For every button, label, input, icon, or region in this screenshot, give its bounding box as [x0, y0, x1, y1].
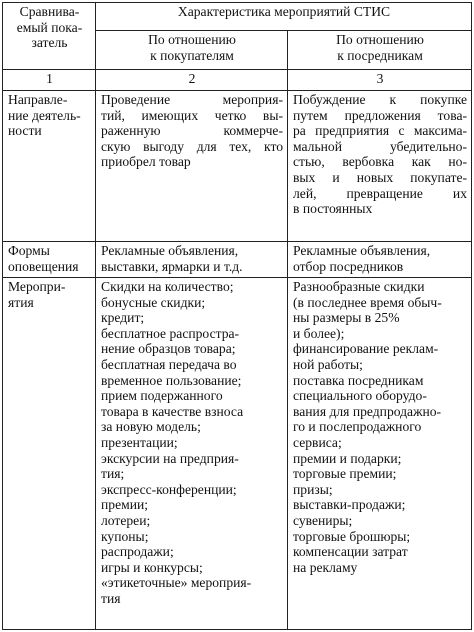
- stis-comparison-table: [2, 2, 472, 630]
- row-direction-dealers-line: ра предприятия с максима-: [293, 123, 468, 139]
- header-dealers-line: к посредникам: [337, 47, 423, 63]
- row-measures-dealers-line: поставка посредникам: [293, 372, 424, 388]
- row-direction-buyers-line: Проведение мероприя-: [101, 92, 283, 107]
- row-measures-buyers-line: распродажи;: [101, 544, 174, 560]
- row-measures-dealers-line: сервиса;: [293, 434, 342, 450]
- row-measures-dealers-line: сувениры;: [293, 512, 353, 528]
- row-forms-buyers-lines: [101, 243, 283, 274]
- row-measures-buyers-line: товара в качестве взноса: [101, 403, 244, 419]
- row-direction-buyers-line: приобрел товар: [101, 154, 191, 170]
- row-measures-dealers-line: го и послепродажного: [293, 419, 422, 435]
- row-measures-buyers-line: прием подержанного: [101, 388, 223, 404]
- column-number-3: 3: [288, 70, 472, 91]
- header-param-line: емый пока-: [16, 19, 83, 35]
- row-measures-buyers-line: экскурсии на предприя-: [101, 450, 239, 466]
- row-direction-buyers-lines: [101, 92, 283, 170]
- row-direction-dealers-line: путем предложения това-: [293, 107, 468, 123]
- row-measures-dealers-line: призы;: [293, 481, 333, 497]
- row-direction-label-line: ние деятель-: [8, 107, 81, 123]
- row-measures-dealers-line: ной работы;: [293, 356, 363, 372]
- row-direction-label-lines: [8, 92, 91, 139]
- row-direction-dealers-line: лей, превращение их: [293, 185, 468, 201]
- row-direction-buyers: [96, 91, 288, 242]
- row-measures-label-line: Меропри-: [8, 279, 66, 294]
- row-forms-dealers-line: отбор посредников: [293, 258, 404, 274]
- row-forms-label-lines: [8, 243, 91, 274]
- row-direction-dealers-line: в постоянных: [293, 201, 373, 217]
- row-measures-buyers-line: за новую модель;: [101, 419, 201, 435]
- row-measures-dealers-line: вания для предпродажно-: [293, 403, 442, 419]
- row-measures-dealers: [288, 278, 472, 630]
- row-direction-label: [3, 91, 96, 242]
- header-group-cell: [96, 3, 472, 31]
- row-measures-dealers-line: (в последнее время обыч-: [293, 294, 442, 310]
- row-measures-dealers-line: торговые брошюры;: [293, 528, 411, 544]
- row-direction-buyers-line: раженную коммерче-: [101, 123, 283, 139]
- row-forms-label-line: Формы: [8, 243, 50, 258]
- row-measures-label-line: ятия: [8, 294, 34, 310]
- row-forms-label-line: оповещения: [8, 258, 79, 274]
- row-measures-buyers-line: бонусные скидки;: [101, 294, 206, 310]
- row-direction-dealers-line: Побуждение к покупке: [293, 92, 468, 107]
- row-forms-dealers: [288, 242, 472, 278]
- row-forms-dealers-lines: [293, 243, 467, 274]
- row-forms-dealers-line: Рекламные объявления,: [293, 243, 431, 258]
- row-measures-dealers-lines: [293, 279, 467, 575]
- row-measures-dealers-line: компенсации затрат: [293, 544, 408, 560]
- row-measures-buyers-line: тия;: [101, 466, 125, 482]
- row-measures-label: [3, 278, 96, 630]
- row-measures-buyers-line: «этикеточные» мероприя-: [101, 575, 252, 591]
- row-direction-buyers-line: скую выгоду для тех, кто: [101, 138, 283, 154]
- header-dealers-lines: [293, 32, 467, 63]
- row-forms-buyers-line: выставки, ярмарки и т.д.: [101, 258, 243, 274]
- row-measures-buyers-line: лотереи;: [101, 512, 151, 528]
- row-direction-dealers-line: мальной убедительно-: [293, 138, 468, 154]
- header-param-cell: [3, 3, 96, 70]
- row-measures-label-lines: [8, 279, 91, 310]
- column-number-1: 1: [3, 70, 96, 91]
- row-forms-buyers: [96, 242, 288, 278]
- row-measures-buyers-line: презентации;: [101, 434, 178, 450]
- row-direction-dealers-line: вых и новых покупате-: [293, 169, 468, 185]
- header-buyers-cell: [96, 31, 288, 70]
- row-measures-buyers-lines: [101, 279, 283, 606]
- row-measures-buyers-line: экспресс-конференции;: [101, 481, 237, 497]
- row-measures-buyers-line: кредит;: [101, 310, 145, 326]
- row-measures-buyers-line: временное пользование;: [101, 372, 242, 388]
- row-measures-buyers: [96, 278, 288, 630]
- header-param-lines: [8, 4, 91, 51]
- row-measures-dealers-line: ны размеры в 25%: [293, 310, 400, 326]
- row-measures-dealers-line: торговые премии;: [293, 466, 397, 482]
- header-group-title: Характеристика мероприятий СТИС: [177, 4, 391, 19]
- row-measures-buyers-line: игры и конкурсы;: [101, 559, 203, 575]
- row-measures-buyers-line: бесплатное распростра-: [101, 325, 240, 341]
- header-buyers-line: По отношению: [148, 32, 236, 47]
- header-dealers-cell: [288, 31, 472, 70]
- header-dealers-line: По отношению: [336, 32, 424, 47]
- row-direction-dealers-line: стью, вербовка как но-: [293, 154, 468, 170]
- row-forms-label: [3, 242, 96, 278]
- row-direction-dealers-lines: [293, 92, 467, 217]
- row-measures-dealers-line: выставки-продажи;: [293, 497, 406, 513]
- header-buyers-line: к покупателям: [150, 47, 234, 63]
- row-measures-dealers-line: финансирование реклам-: [293, 341, 439, 357]
- row-measures-buyers-line: бесплатная передача во: [101, 356, 237, 372]
- header-buyers-lines: [101, 32, 283, 63]
- row-forms-buyers-line: Рекламные объявления,: [101, 243, 239, 258]
- row-measures-dealers-line: на рекламу: [293, 559, 358, 575]
- row-measures-dealers-line: премии и подарки;: [293, 450, 402, 466]
- column-number-2: 2: [96, 70, 288, 91]
- row-measures-dealers-line: и более);: [293, 325, 345, 341]
- row-measures-buyers-line: тия: [101, 590, 121, 606]
- row-direction-dealers: [288, 91, 472, 242]
- header-param-line: Сравнива-: [19, 4, 80, 19]
- row-direction-buyers-line: тий, имеющих четко вы-: [101, 107, 283, 123]
- row-measures-dealers-line: Разнообразные скидки: [293, 279, 425, 294]
- row-direction-label-line: ности: [8, 123, 42, 139]
- row-measures-buyers-line: премии;: [101, 497, 149, 513]
- row-measures-buyers-line: купоны;: [101, 528, 149, 544]
- row-direction-label-line: Направле-: [8, 92, 68, 107]
- row-measures-buyers-line: Скидки на количество;: [101, 279, 234, 294]
- header-param-line: затель: [31, 35, 68, 51]
- row-measures-buyers-line: нение образцов товара;: [101, 341, 236, 357]
- row-measures-dealers-line: специального оборудо-: [293, 388, 427, 404]
